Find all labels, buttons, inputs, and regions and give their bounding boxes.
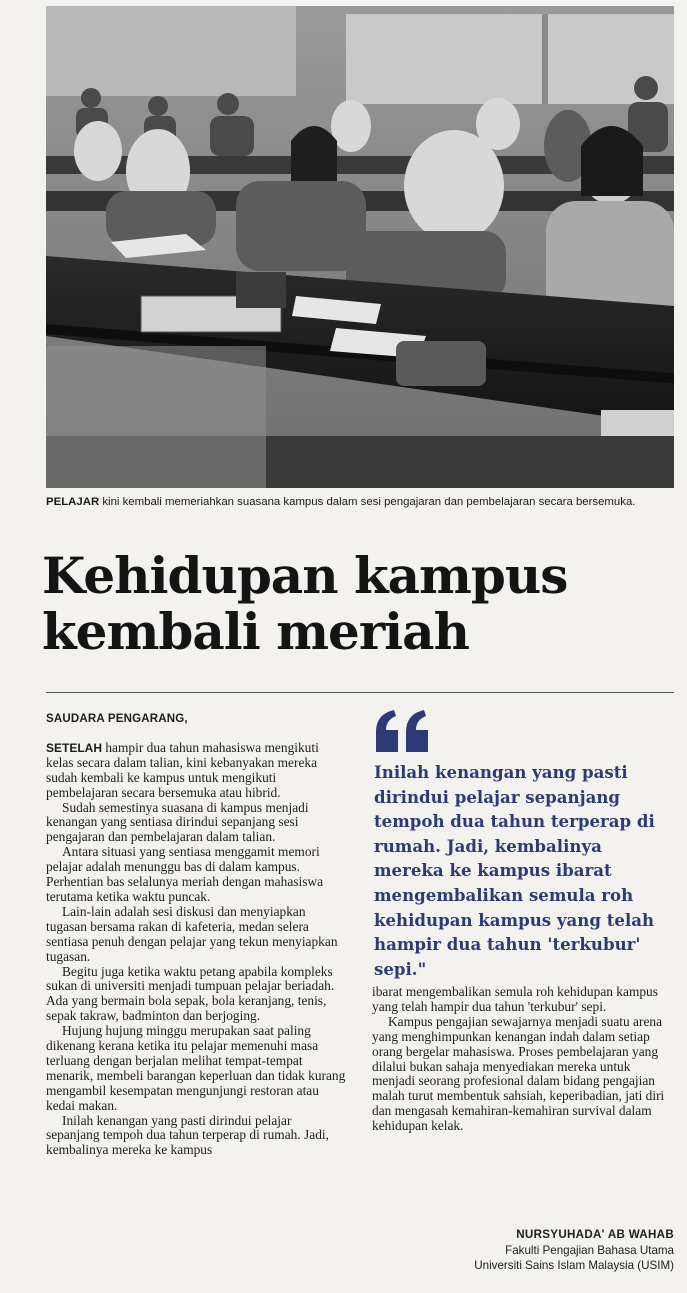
article-paragraph-6: Hujung hujung minggu merupakan saat paling dikenang kerana ketika itu pelajar memenuhi masa terluang dengan berjalan melihat tempat-tempat menarik, membeli barangan keperluan dan tidak kurang mengambil kesempatan mengunjungi restoran atau kedai makan. xyxy=(46,1023,346,1113)
article-column-left xyxy=(46,712,348,1158)
article-paragraph-2: Sudah semestinya suasana di kampus menjadi kenangan yang sentiasa dirindui sepanjang sesi pengajaran dan pembelajaran dalam talian. xyxy=(46,799,309,845)
article-paragraph-1 xyxy=(46,741,348,801)
headline-divider xyxy=(46,692,674,693)
headline-line-1: Kehidupan kampus xyxy=(42,546,568,605)
author-name: NURSYUHADA' AB WAHAB xyxy=(516,1228,674,1241)
caption-lead: PELAJAR xyxy=(46,496,100,508)
salutation: SAUDARA PENGARANG, xyxy=(46,713,188,725)
author-university: Universiti Sains Islam Malaysia (USIM) xyxy=(474,1259,674,1272)
lead-word: SETELAH xyxy=(46,740,103,755)
article-paragraph-5: Begitu juga ketika waktu petang apabila kompleks sukan di universiti menjadi tumpuan pelajar beriadah. Ada yang bermain bola sepak, bola keranjang, tenis, sepak takraw, badminton dan berjoging. xyxy=(46,963,335,1024)
classroom-photo xyxy=(46,6,674,488)
article-paragraph-7-continued: ibarat mengembalikan semula roh kehidupan kampus yang telah hampir dua tahun 'terkubur' sepi. xyxy=(372,984,658,1014)
pull-quote: Inilah kenangan yang pasti dirindui pelajar sepanjang tempoh dua tahun terperap di rumah. Jadi, kembalinya mereka ke kampus ibarat mengembalikan semula roh kehidupan kampus yang telah hampir dua tahun 'terkubur' sepi." xyxy=(374,762,655,979)
author-signature xyxy=(400,1227,674,1274)
article-paragraph-7: Inilah kenangan yang pasti dirindui pelajar sepanjang tempoh dua tahun terperap di rumah. Jadi, kembalinya mereka ke kampus xyxy=(46,1112,329,1158)
classroom-photo-illustration xyxy=(46,6,674,488)
author-faculty: Fakulti Pengajian Bahasa Utama xyxy=(505,1243,674,1257)
article-paragraph-8: Kampus pengajian sewajarnya menjadi suatu arena yang menghimpunkan kenangan indah dalam setiap orang bergelar mahasiswa. Proses pembelajaran yang dilalui bukan sahaja menyediakan mereka untuk menjadi seorang profesional dalam bidang pengajian malah turut membentuk sahsiah, keperibadian, jati diri dan mengasah kemahiran-kemahiran survival dalam kehidupan kelak. xyxy=(372,1013,665,1134)
article-paragraph-3: Antara situasi yang sentiasa menggamit memori pelajar adalah menunggu bas di dalam kampus. Perhentian bas selalunya meriah dengan mahasiswa terutama ketika waktu puncak. xyxy=(46,844,324,904)
caption-text: kini kembali memeriahkan suasana kampus dalam sesi pengajaran dan pembelajaran secara bersemuka. xyxy=(99,496,636,508)
quote-mark-icon xyxy=(374,708,434,758)
headline xyxy=(42,548,682,660)
article-column-right xyxy=(372,985,676,1134)
headline-line-2: kembali meriah xyxy=(42,602,469,661)
photo-caption xyxy=(46,496,676,509)
article-paragraph-4: Lain-lain adalah sesi diskusi dan menyiapkan tugasan bersama rakan di kafeteria, medan selera sentiasa penuh dengan pelajar yang tekun menyiapkan tugasan. xyxy=(46,903,338,964)
paragraph-1-text: hampir dua tahun mahasiswa mengikuti kelas secara dalam talian, kini kebanyakan mereka sudah kembali ke kampus untuk mengikuti pembelajaran secara bersemuka atau hibrid. xyxy=(46,739,319,800)
